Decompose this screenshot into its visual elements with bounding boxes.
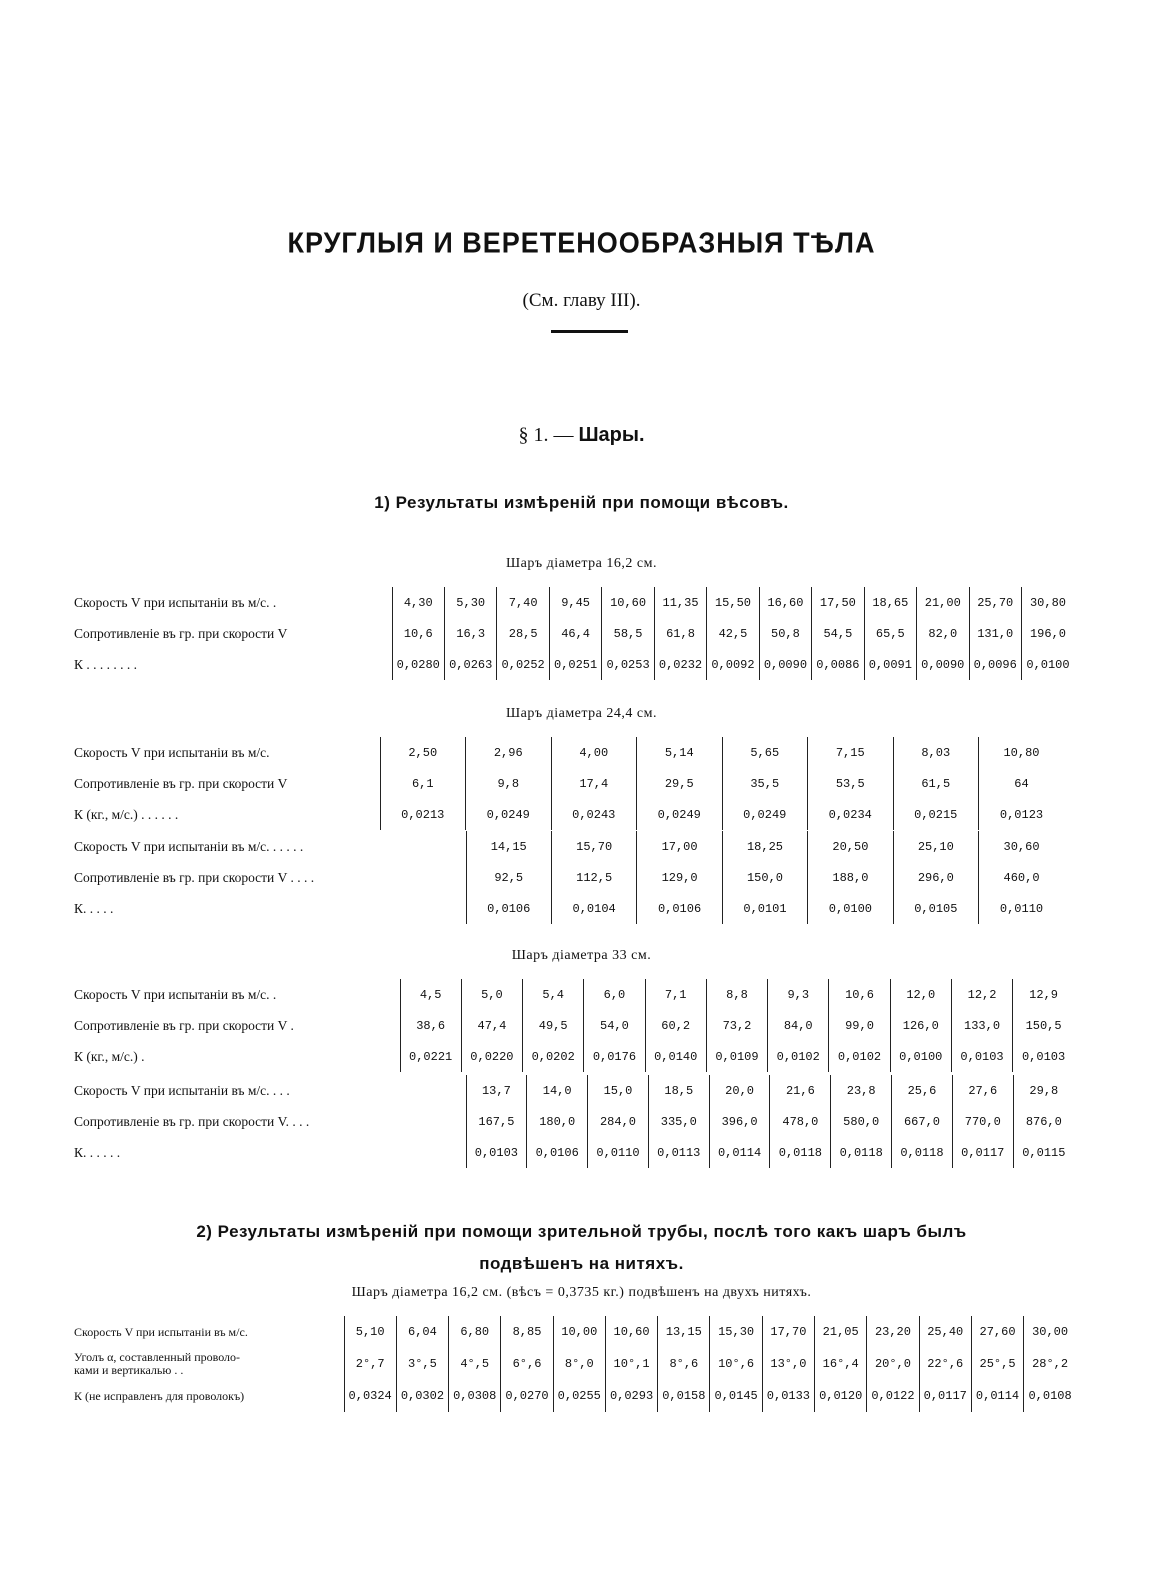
table-cell: 5,30 [444,587,496,618]
table-row [74,893,1064,924]
table-cell: 7,1 [645,979,706,1010]
table-cell: 0,0249 [466,799,552,830]
table-row [74,1041,1074,1072]
table-cell: 21,05 [815,1316,867,1348]
table-cell: 64 [979,768,1065,799]
table-cell: 4,5 [400,979,461,1010]
table-cell: 20,50 [808,831,893,862]
table-cell: 4°,5 [449,1348,501,1380]
table-cell: 5,14 [637,737,723,768]
table-cell: 17,50 [812,587,864,618]
table-cell: 0,0101 [722,893,807,924]
table-cell: 15,0 [588,1075,649,1106]
row-label: Сопротивленіе въ гр. при скорости V. . . . [74,1113,310,1129]
table-cell: 0,0103 [466,1137,527,1168]
table-cell: 0,0105 [893,893,978,924]
table-cell: 0,0090 [759,649,811,680]
table-cell: 0,0215 [893,799,979,830]
table-cell: 8,85 [501,1316,553,1348]
table-cell: 17,4 [551,768,637,799]
table-cell: 10,80 [979,737,1065,768]
table-cell: 0,0249 [722,799,808,830]
table-row [74,831,1064,862]
table-cell: 0,0140 [645,1041,706,1072]
table-cell: 0,0106 [466,893,551,924]
table-cell: 29,8 [1013,1075,1074,1106]
table-cell: 15,30 [710,1316,762,1348]
table-cell: 10°,1 [605,1348,657,1380]
table-row [74,1137,1074,1168]
table-cell: 126,0 [890,1010,951,1041]
table-cell: 8,03 [893,737,979,768]
section-number: § 1. — [518,424,574,446]
table-cell: 0,0133 [762,1380,814,1412]
ball3-table-b [74,1075,1074,1168]
table-cell: 0,0091 [864,649,916,680]
table-cell: 0,0234 [808,799,894,830]
table-cell: 0,0221 [400,1041,461,1072]
table-cell: 0,0145 [710,1380,762,1412]
section-name: Шары. [578,424,645,446]
table-cell: 60,2 [645,1010,706,1041]
row-label: К (кг., м/с.) . [74,1048,145,1064]
table-cell: 180,0 [527,1106,588,1137]
table-cell: 65,5 [864,618,916,649]
table-cell: 58,5 [602,618,654,649]
table-row [74,1348,1076,1380]
table-cell: 0,0263 [444,649,496,680]
table-cell: 5,65 [722,737,808,768]
table-cell: 0,0255 [553,1380,605,1412]
table-cell: 770,0 [952,1106,1013,1137]
table-cell: 46,4 [549,618,601,649]
table-cell: 20,0 [709,1075,770,1106]
table-cell: 6,80 [449,1316,501,1348]
table-cell: 47,4 [461,1010,522,1041]
table-cell: 61,8 [654,618,706,649]
table-cell: 196,0 [1021,618,1074,649]
table-cell: 27,6 [952,1075,1013,1106]
table-cell: 667,0 [892,1106,953,1137]
table-cell: 0,0117 [919,1380,971,1412]
table-cell: 12,9 [1013,979,1074,1010]
table-cell: 131,0 [969,618,1021,649]
table-row [74,1106,1074,1137]
table-cell: 25,6 [892,1075,953,1106]
ball2-table-b [74,831,1064,924]
table-cell: 0,0096 [969,649,1021,680]
row-label: Скорость V при испытаніи въ м/с. . [74,986,277,1002]
table-cell: 18,25 [722,831,807,862]
part2-heading-line2: подвѣшенъ на нитяхъ. [479,1254,684,1273]
table-cell: 10,60 [602,587,654,618]
table-cell: 0,0103 [1013,1041,1074,1072]
table-cell: 13,7 [466,1075,527,1106]
table-cell: 0,0100 [808,893,893,924]
row-label: Скорость V при испытаніи въ м/с. . [74,594,277,610]
table-cell: 12,0 [890,979,951,1010]
ball3-table-a [74,979,1074,1072]
table-cell: 25,10 [893,831,978,862]
table-cell: 20°,0 [867,1348,919,1380]
table-cell: 8°,6 [658,1348,710,1380]
table-row [74,618,1074,649]
table-cell: 50,8 [759,618,811,649]
page-title: КРУГЛЫЯ И ВЕРЕТЕНООБРАЗНЫЯ ТѢЛА [287,227,876,259]
table-row [74,768,1064,799]
table-cell: 21,6 [770,1075,831,1106]
table-cell: 0,0232 [654,649,706,680]
table-cell: 0,0114 [971,1380,1023,1412]
table-cell: 22°,6 [919,1348,971,1380]
table-cell: 0,0103 [951,1041,1012,1072]
row-label: К. . . . . [74,900,114,916]
table-cell: 2,50 [380,737,466,768]
table-cell: 0,0118 [831,1137,892,1168]
table-row [74,1075,1074,1106]
table-row [74,979,1074,1010]
table-cell: 28,5 [497,618,549,649]
table-cell: 0,0270 [501,1380,553,1412]
row-label: Скорость V при испытаніи въ м/с. . . . [74,1082,290,1098]
row-label: К (не исправленъ для проволокъ) [74,1388,245,1403]
table-cell: 30,00 [1024,1316,1076,1348]
table-cell: 0,0086 [812,649,864,680]
row-label: Скорость V при испытаніи въ м/с. . . . . . [74,838,304,854]
table-cell: 0,0100 [890,1041,951,1072]
table-cell: 30,80 [1021,587,1074,618]
part2-table [74,1316,1076,1412]
table-cell: 396,0 [709,1106,770,1137]
table-cell: 2°,7 [344,1348,396,1380]
table-cell: 150,5 [1013,1010,1074,1041]
table-cell: 0,0293 [605,1380,657,1412]
row-label: Сопротивленіе въ гр. при скорости V . [74,1017,294,1033]
table-cell: 8,8 [706,979,767,1010]
table-cell: 0,0252 [497,649,549,680]
table-cell: 9,3 [768,979,829,1010]
table-cell: 5,4 [523,979,584,1010]
table-cell: 73,2 [706,1010,767,1041]
table-cell: 188,0 [808,862,893,893]
table-cell: 0,0117 [952,1137,1013,1168]
row-label: Сопротивленіе въ гр. при скорости V [74,775,288,791]
table-cell: 84,0 [768,1010,829,1041]
table-cell: 10,00 [553,1316,605,1348]
table-cell: 7,15 [808,737,894,768]
row-label: К . . . . . . . . [74,656,138,672]
table-cell: 15,50 [707,587,759,618]
ball1-table [74,587,1074,680]
table-cell: 38,6 [400,1010,461,1041]
table-cell: 0,0110 [979,893,1064,924]
table-cell: 6,04 [396,1316,448,1348]
table-cell: 0,0280 [392,649,444,680]
table-cell: 42,5 [707,618,759,649]
table-cell: 3°,5 [396,1348,448,1380]
table-cell: 25,70 [969,587,1021,618]
table-cell: 6,1 [380,768,466,799]
table-cell: 0,0109 [706,1041,767,1072]
table-cell: 23,20 [867,1316,919,1348]
table-cell: 54,0 [584,1010,645,1041]
table-cell: 16,3 [444,618,496,649]
table-cell: 53,5 [808,768,894,799]
table-cell: 0,0102 [829,1041,890,1072]
table-cell: 129,0 [637,862,722,893]
table-cell: 0,0213 [380,799,466,830]
table-cell: 6°,6 [501,1348,553,1380]
table-cell: 54,5 [812,618,864,649]
ball1-caption: Шаръ діаметра 16,2 см. [506,556,657,571]
table-cell: 0,0108 [1024,1380,1076,1412]
table-cell: 112,5 [551,862,636,893]
title-divider [551,330,628,333]
table-cell: 92,5 [466,862,551,893]
table-cell: 335,0 [648,1106,709,1137]
row-label-line1: Уголъ α, составленный проволо- [74,1350,241,1364]
table-cell: 0,0158 [658,1380,710,1412]
table-cell: 7,40 [497,587,549,618]
table-cell: 35,5 [722,768,808,799]
table-cell: 18,5 [648,1075,709,1106]
table-cell: 150,0 [722,862,807,893]
table-row [74,649,1074,680]
table-cell: 27,60 [971,1316,1023,1348]
table-cell: 14,15 [466,831,551,862]
table-cell: 580,0 [831,1106,892,1137]
table-cell: 6,0 [584,979,645,1010]
table-cell: 82,0 [917,618,969,649]
table-cell: 0,0102 [768,1041,829,1072]
table-cell: 18,65 [864,587,916,618]
part2-caption: Шаръ діаметра 16,2 см. (вѣсъ = 0,3735 кг.) подвѣшенъ на двухъ нитяхъ. [351,1285,812,1300]
part1-heading: 1) Результаты измѣреній при помощи вѣсовъ. [374,493,789,512]
table-cell: 10,6 [392,618,444,649]
table-cell: 0,0104 [551,893,636,924]
table-cell: 296,0 [893,862,978,893]
table-cell: 4,00 [551,737,637,768]
table-cell: 14,0 [527,1075,588,1106]
table-cell: 16,60 [759,587,811,618]
table-cell: 0,0110 [588,1137,649,1168]
table-cell: 23,8 [831,1075,892,1106]
table-cell: 28°,2 [1024,1348,1076,1380]
table-cell: 17,70 [762,1316,814,1348]
table-cell: 0,0118 [892,1137,953,1168]
row-label: К. . . . . . [74,1144,121,1160]
table-cell: 0,0302 [396,1380,448,1412]
table-cell: 0,0243 [551,799,637,830]
table-cell: 12,2 [951,979,1012,1010]
table-cell: 284,0 [588,1106,649,1137]
table-cell: 0,0220 [461,1041,522,1072]
table-row [74,1380,1076,1412]
table-cell: 4,30 [392,587,444,618]
section-heading [0,424,1163,447]
table-row [74,1010,1074,1041]
table-cell: 5,10 [344,1316,396,1348]
ball3-caption: Шаръ діаметра 33 см. [511,948,652,963]
table-cell: 0,0090 [917,649,969,680]
table-cell: 0,0120 [815,1380,867,1412]
table-cell: 16°,4 [815,1348,867,1380]
table-cell: 15,70 [551,831,636,862]
table-cell: 460,0 [979,862,1064,893]
ball2-caption: Шаръ діаметра 24,4 см. [506,706,657,721]
table-row [74,799,1064,830]
table-cell: 0,0253 [602,649,654,680]
table-cell: 0,0251 [549,649,601,680]
table-row [74,862,1064,893]
row-label: Скорость V при испытаніи въ м/с. [74,1324,248,1339]
table-cell: 0,0114 [709,1137,770,1168]
table-row [74,1316,1076,1348]
table-row [74,737,1064,768]
table-cell: 0,0324 [344,1380,396,1412]
row-label [74,1348,344,1380]
table-cell: 49,5 [523,1010,584,1041]
table-cell: 0,0123 [979,799,1065,830]
page-subtitle: (См. главу III). [522,290,641,311]
table-cell: 0,0100 [1021,649,1074,680]
table-cell: 61,5 [893,768,979,799]
table-cell: 0,0249 [637,799,723,830]
table-cell: 17,00 [637,831,722,862]
table-cell: 876,0 [1013,1106,1074,1137]
table-cell: 10,6 [829,979,890,1010]
table-cell: 0,0115 [1013,1137,1074,1168]
table-cell: 167,5 [466,1106,527,1137]
table-cell: 29,5 [637,768,723,799]
table-cell: 5,0 [461,979,522,1010]
table-cell: 21,00 [917,587,969,618]
row-label: Сопротивленіе въ гр. при скорости V . . . . [74,869,315,885]
ball2-table-a [74,737,1064,830]
row-label: К (кг., м/с.) . . . . . . [74,806,179,822]
table-row [74,587,1074,618]
table-cell: 0,0106 [637,893,722,924]
table-cell: 2,96 [466,737,552,768]
table-cell: 13°,0 [762,1348,814,1380]
table-cell: 10,60 [605,1316,657,1348]
table-cell: 25,40 [919,1316,971,1348]
table-cell: 0,0308 [449,1380,501,1412]
table-cell: 9,8 [466,768,552,799]
table-cell: 0,0118 [770,1137,831,1168]
table-cell: 0,0113 [648,1137,709,1168]
row-label: Скорость V при испытаніи въ м/с. [74,744,270,760]
table-cell: 13,15 [658,1316,710,1348]
table-cell: 30,60 [979,831,1064,862]
table-cell: 0,0176 [584,1041,645,1072]
part2-heading-line1: 2) Результаты измѣреній при помощи зрительной трубы, послѣ того какъ шаръ былъ [196,1222,967,1241]
table-cell: 10°,6 [710,1348,762,1380]
table-cell: 8°,0 [553,1348,605,1380]
table-cell: 25°,5 [971,1348,1023,1380]
row-label: Сопротивленіе въ гр. при скорости V [74,625,288,641]
table-cell: 0,0122 [867,1380,919,1412]
table-cell: 133,0 [951,1010,1012,1041]
row-label-line2: ками и вертикалью . . [74,1363,184,1377]
table-cell: 9,45 [549,587,601,618]
table-cell: 0,0202 [523,1041,584,1072]
table-cell: 0,0106 [527,1137,588,1168]
table-cell: 11,35 [654,587,706,618]
table-cell: 478,0 [770,1106,831,1137]
table-cell: 99,0 [829,1010,890,1041]
table-cell: 0,0092 [707,649,759,680]
